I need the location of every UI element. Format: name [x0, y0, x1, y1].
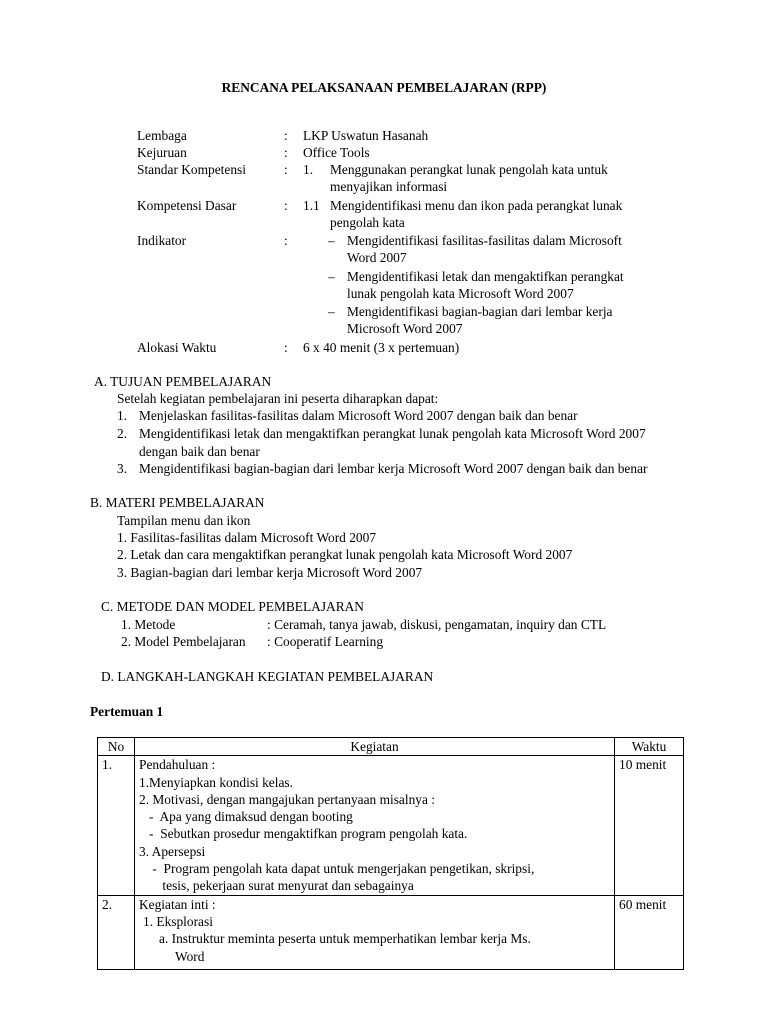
alokasi-sep: :	[284, 340, 288, 355]
kegiatan-line: 2. Motivasi, dengan mangajukan pertanyaan misalnya :	[139, 791, 435, 807]
sk-line1: Menggunakan perangkat lunak pengolah kata untuk	[330, 162, 608, 177]
list-item: Menjelaskan fasilitas-fasilitas dalam Microsoft Word 2007 dengan baik dan benar	[139, 408, 578, 423]
kd-sep: :	[284, 198, 288, 213]
kegiatan-line: - Apa yang dimaksud dengan booting	[139, 809, 353, 825]
model-value: : Cooperatif Learning	[267, 634, 384, 649]
indikator-dash: –	[328, 233, 335, 248]
kd-label: Kompetensi Dasar	[137, 198, 237, 213]
row-waktu: 60 menit	[615, 895, 684, 969]
table-header-row	[98, 738, 684, 756]
section-d-heading: D. LANGKAH-LANGKAH KEGIATAN PEMBELAJARAN	[101, 669, 434, 684]
model-label: 2. Model Pembelajaran	[121, 634, 246, 649]
indikator-item-line1: Mengidentifikasi letak dan mengaktifkan perangkat	[347, 269, 624, 284]
kegiatan-line: 1. Eksplorasi	[143, 913, 213, 929]
header-no: No	[98, 738, 135, 756]
indikator-item-line2: Word 2007	[347, 250, 407, 265]
indikator-item-line1: Mengidentifikasi bagian-bagian dari lembar kerja	[347, 304, 613, 319]
row-no: 2.	[98, 895, 135, 969]
kegiatan-line: 3. Apersepsi	[139, 843, 206, 859]
table-row	[98, 756, 684, 895]
table-row	[98, 895, 684, 969]
kegiatan-line: 1.Menyiapkan kondisi kelas.	[139, 774, 293, 790]
list-num: 2.	[117, 426, 128, 441]
pertemuan-heading: Pertemuan 1	[90, 704, 164, 719]
list-item: 1. Fasilitas-fasilitas dalam Microsoft Word 2007	[117, 530, 377, 545]
section-c-heading: C. METODE DAN MODEL PEMBELAJARAN	[101, 599, 364, 614]
sk-line2: menyajikan informasi	[330, 179, 448, 194]
header-kegiatan: Kegiatan	[135, 738, 615, 756]
list-item: Mengidentifikasi letak dan mengaktifkan perangkat lunak pengolah kata Microsoft Word 2007	[139, 426, 646, 441]
kegiatan-line: - Program pengolah kata dapat untuk mengerjakan pengetikan, skripsi,	[139, 861, 535, 877]
kejuruan-label: Kejuruan	[137, 145, 187, 160]
sk-sep: :	[284, 162, 288, 177]
header-waktu: Waktu	[615, 738, 684, 756]
document-title: RENCANA PELAKSANAAN PEMBELAJARAN (RPP)	[221, 80, 547, 95]
kd-line2: pengolah kata	[330, 215, 405, 230]
kegiatan-line: a. Instruktur meminta peserta untuk memperhatikan lembar kerja Ms.	[159, 931, 531, 947]
sk-num: 1.	[303, 162, 314, 177]
kegiatan-line: Word	[175, 948, 205, 964]
section-b-intro: Tampilan menu dan ikon	[117, 513, 251, 528]
row-kegiatan	[135, 756, 615, 895]
list-num: 1.	[117, 408, 128, 423]
indikator-item-line1: Mengidentifikasi fasilitas-fasilitas dalam Microsoft	[347, 233, 622, 248]
list-item: 2. Letak dan cara mengaktifkan perangkat lunak pengolah kata Microsoft Word 2007	[117, 547, 573, 562]
kegiatan-line: - Sebutkan prosedur mengaktifkan program pengolah kata.	[139, 826, 468, 842]
section-b-heading: B. MATERI PEMBELAJARAN	[90, 495, 265, 510]
indikator-dash: –	[328, 304, 335, 319]
list-item: Mengidentifikasi bagian-bagian dari lembar kerja Microsoft Word 2007 dengan baik dan benar	[139, 461, 648, 476]
kd-num: 1.1	[303, 198, 320, 213]
section-a-heading: A. TUJUAN PEMBELAJARAN	[94, 374, 272, 389]
metode-value: : Ceramah, tanya jawab, diskusi, pengamatan, inquiry dan CTL	[267, 617, 607, 632]
indikator-dash: –	[328, 269, 335, 284]
indikator-item-line2: Microsoft Word 2007	[347, 321, 463, 336]
list-item: 3. Bagian-bagian dari lembar kerja Microsoft Word 2007	[117, 565, 423, 580]
row-waktu: 10 menit	[615, 756, 684, 895]
list-item-cont: dengan baik dan benar	[139, 444, 260, 459]
kd-line1: Mengidentifikasi menu dan ikon pada perangkat lunak	[330, 198, 623, 213]
row-kegiatan	[135, 895, 615, 969]
indikator-label: Indikator	[137, 233, 187, 248]
kegiatan-line: Pendahuluan :	[139, 757, 216, 773]
lembaga-sep: :	[284, 128, 288, 143]
row-no: 1.	[98, 756, 135, 895]
lembaga-value: LKP Uswatun Hasanah	[303, 128, 429, 143]
indikator-sep: :	[284, 233, 288, 248]
kegiatan-line: tesis, pekerjaan surat menyurat dan sebagainya	[139, 878, 414, 894]
alokasi-label: Alokasi Waktu	[137, 340, 217, 355]
lembaga-label: Lembaga	[137, 128, 187, 143]
sk-label: Standar Kompetensi	[137, 162, 246, 177]
metode-label: 1. Metode	[121, 617, 176, 632]
list-num: 3.	[117, 461, 128, 476]
section-a-intro: Setelah kegiatan pembelajaran ini peserta diharapkan dapat:	[117, 391, 439, 406]
kejuruan-value: Office Tools	[303, 145, 370, 160]
kegiatan-line: Kegiatan inti :	[139, 896, 216, 912]
kegiatan-table	[97, 737, 684, 970]
kejuruan-sep: :	[284, 145, 288, 160]
alokasi-value: 6 x 40 menit (3 x pertemuan)	[303, 340, 460, 355]
indikator-item-line2: lunak pengolah kata Microsoft Word 2007	[347, 286, 574, 301]
